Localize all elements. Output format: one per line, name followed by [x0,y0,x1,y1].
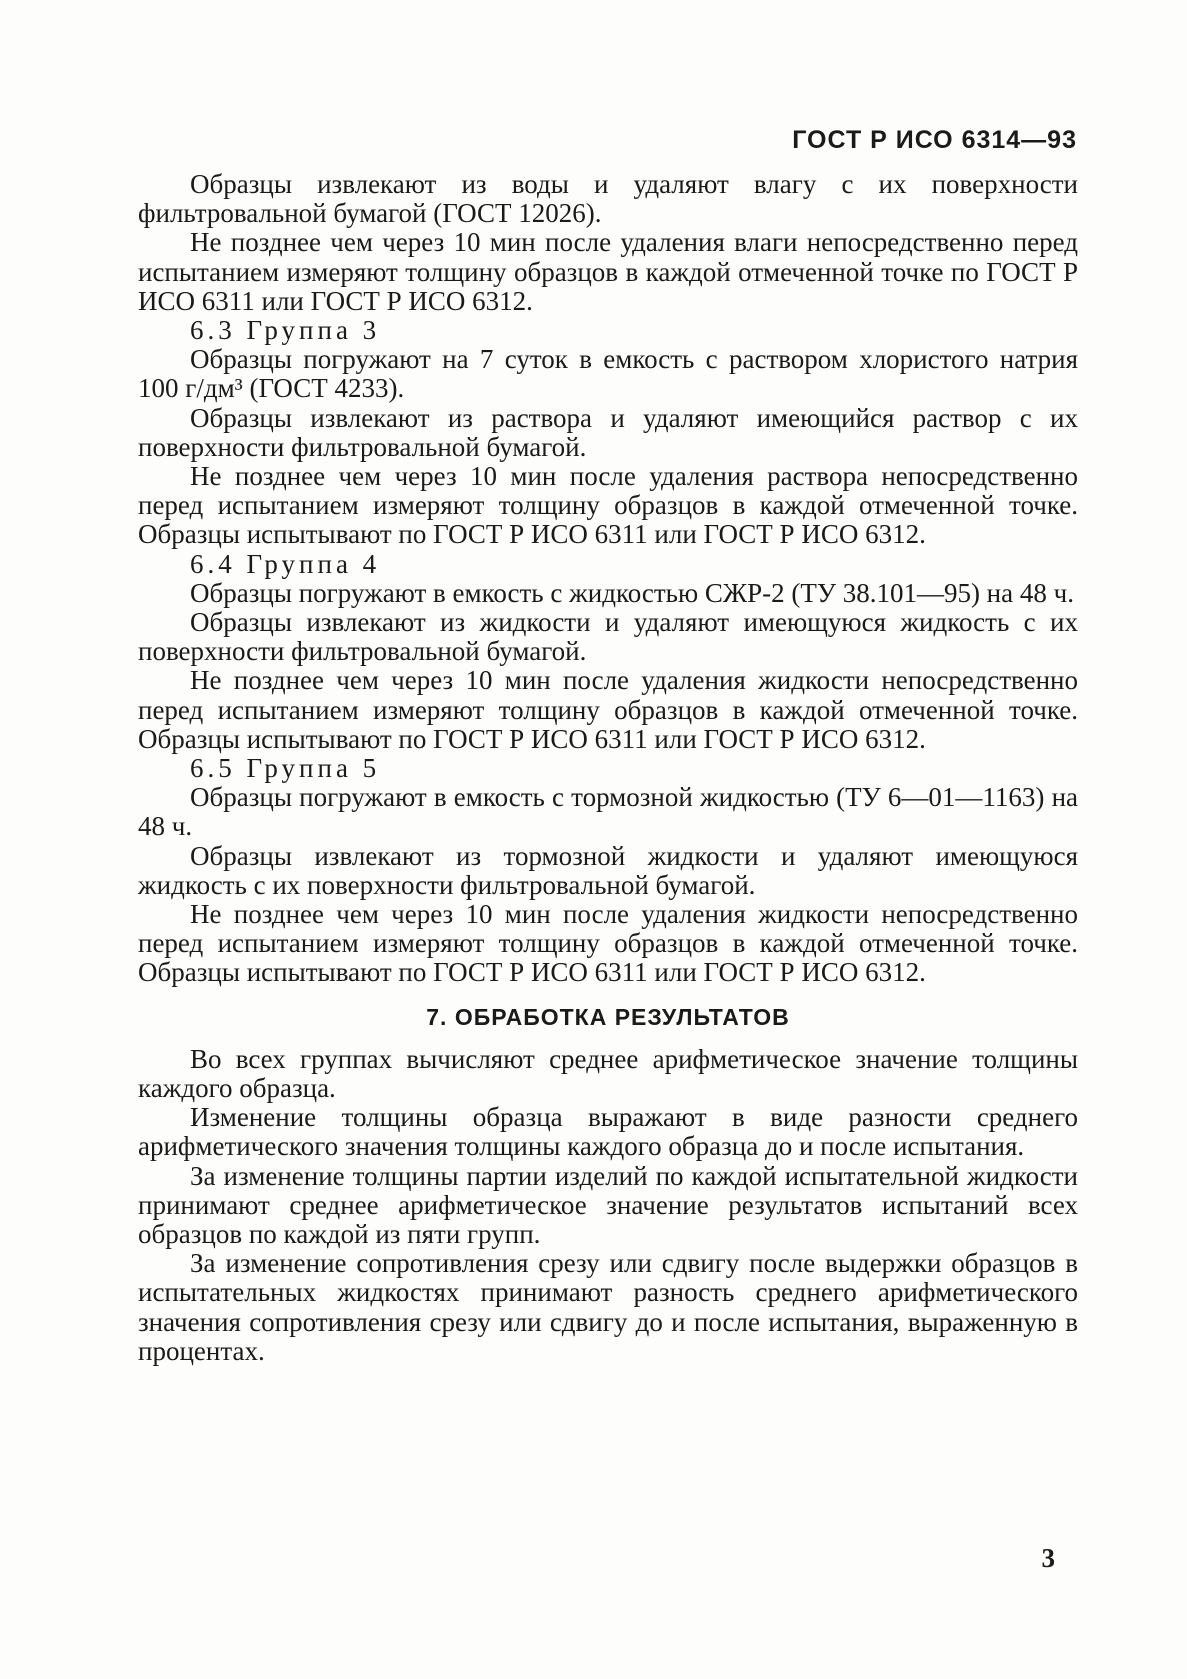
paragraph: Не позднее чем через 10 мин после удаления влаги непосредственно перед испытанием измеряют толщину образцов в каждой отмеченной точке по ГОСТ Р ИСО 6311 или ГОСТ Р ИСО 6312. [138,227,1078,316]
page-number: 3 [1041,1543,1055,1573]
subsection-heading: 6.3 Группа 3 [190,315,381,346]
paragraph: Образцы погружают в емкость с жидкостью СЖР-2 (ТУ 38.101—95) на 48 ч. [190,577,1074,608]
document-header-code: ГОСТ Р ИСО 6314—93 [792,126,1077,154]
paragraph: Не позднее чем через 10 мин после удаления жидкости непосредственно перед испытанием измеряют толщину образцов в каждой отмеченной точке. Образцы испытывают по ГОСТ Р ИСО 6311 или ГОСТ Р ИСО 6312. [138,899,1078,988]
section-heading: 7. ОБРАБОТКА РЕЗУЛЬТАТОВ [426,1003,790,1030]
paragraph: Образцы извлекают из жидкости и удаляют имеющуюся жидкость с их поверхности фильтровальной бумагой. [138,607,1078,667]
paragraph: За изменение толщины партии изделий по каждой испытательной жидкости принимают среднее арифметическое значение результатов испытаний всех образцов по каждой из пяти групп. [138,1160,1078,1249]
paragraph: Не позднее чем через 10 мин после удаления раствора непосредственно перед испытанием измеряют толщину образцов в каждой отмеченной точке. Образцы испытывают по ГОСТ Р ИСО 6311 или ГОСТ Р ИСО 6312. [138,461,1078,550]
document-body [138,170,1078,1366]
paragraph: Образцы извлекают из раствора и удаляют имеющийся раствор с их поверхности фильтровальной бумагой. [138,402,1078,462]
paragraph: Образцы погружают в емкость с тормозной жидкостью (ТУ 6—01—1163) на 48 ч. [138,782,1078,842]
paragraph: За изменение сопротивления срезу или сдвигу после выдержки образцов в испытательных жидкостях принимают разность среднего арифметического значения сопротивления срезу или сдвигу до и после испытания, выраженную в процентах. [138,1248,1078,1366]
paragraph: Образцы извлекают из тормозной жидкости и удаляют имеющуюся жидкость с их поверхности фильтровальной бумагой. [138,840,1078,900]
paragraph: Образцы извлекают из воды и удаляют влагу с их поверхности фильтровальной бумагой (ГОСТ 12026). [138,169,1078,229]
paragraph: Не позднее чем через 10 мин после удаления жидкости непосредственно перед испытанием измеряют толщину образцов в каждой отмеченной точке. Образцы испытывают по ГОСТ Р ИСО 6311 или ГОСТ Р ИСО 6312. [138,665,1078,754]
subsection-heading: 6.5 Группа 5 [190,753,381,784]
paragraph: Изменение толщины образца выражают в виде разности среднего арифметического значения толщины каждого образца до и после испытания. [138,1102,1078,1162]
paragraph: Образцы погружают на 7 суток в емкость с раствором хлористого натрия 100 г/дм³ (ГОСТ 4233). [138,344,1078,404]
paragraph: Во всех группах вычисляют среднее арифметическое значение толщины каждого образца. [138,1043,1078,1103]
subsection-heading: 6.4 Группа 4 [190,548,381,579]
